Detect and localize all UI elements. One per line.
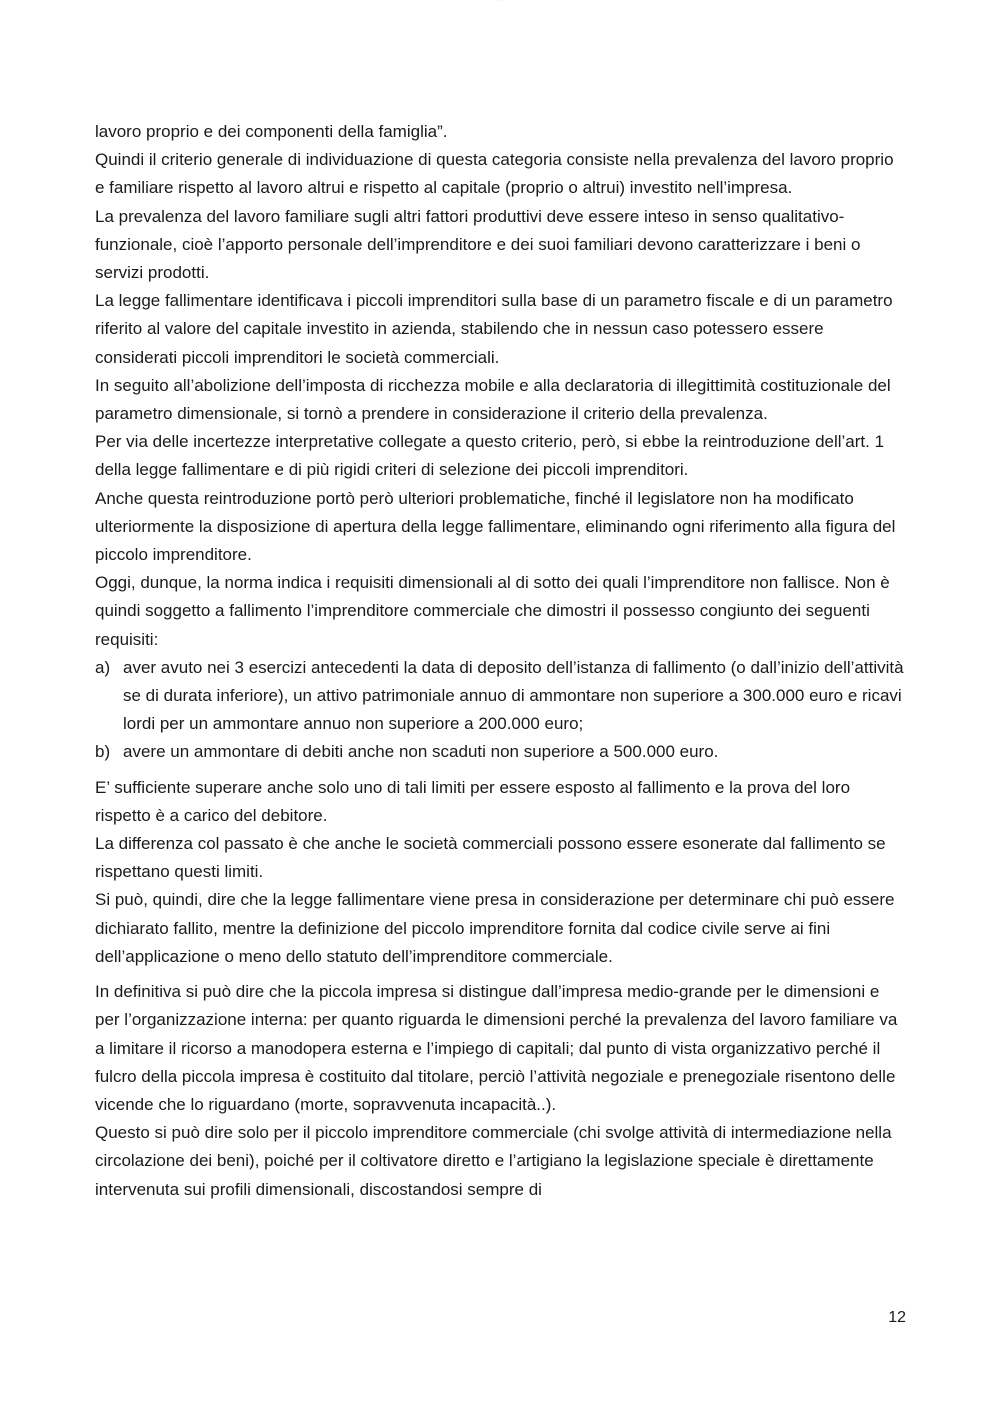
paragraph: Questo si può dire solo per il piccolo imprenditore commerciale (chi svolge attività di intermediazione nella circolazione dei beni), poiché per il coltivatore diretto e l’artigiano la legislazione speciale è direttamente intervenuta sui profili dimensionali, discostandosi sempre di: [95, 1123, 892, 1199]
paragraph: Oggi, dunque, la norma indica i requisiti dimensionali al di sotto dei quali l’imprenditore non fallisce. Non è quindi soggetto a fallimento l’imprenditore commerciale che dimostri il possesso congiunto dei seguenti requisiti:: [95, 573, 890, 649]
paragraph: In seguito all’abolizione dell’imposta di ricchezza mobile e alla declaratoria di illegittimità costituzionale del parametro dimensionale, si tornò a prendere in considerazione il criterio della prevalenza.: [95, 375, 891, 424]
paragraph: Si può, quindi, dire che la legge fallimentare viene presa in considerazione per determinare chi può essere dichiarato fallito, mentre la definizione del piccolo imprenditore fornita dal codice civile serve ai fini dell’applicazione o meno dello statuto dell’imprenditore commerciale.: [95, 890, 895, 966]
list-item: [95, 738, 907, 766]
paragraph: Anche questa reintroduzione portò però ulteriori problematiche, finché il legislatore non ha modificato ulteriormente la disposizione di apertura della legge fallimentare, eliminando ogni riferimento alla figura del piccolo imprenditore.: [95, 488, 896, 565]
requirements-list: [95, 654, 907, 767]
paragraph: La differenza col passato è che anche le società commerciali possono essere esonerate dal fallimento se rispettano questi limiti.: [95, 834, 886, 882]
list-item: [95, 654, 907, 739]
paragraph: Per via delle incertezze interpretative collegate a questo criterio, però, si ebbe la reintroduzione dell’art. 1 della legge fallimentare e di più rigidi criteri di selezione dei piccoli imprenditori.: [95, 432, 885, 480]
header-mark: ..........: [497, 0, 503, 2]
paragraph: lavoro proprio e dei componenti della famiglia”.: [95, 122, 448, 141]
list-marker: a): [95, 657, 111, 677]
page-number: 12: [888, 1309, 906, 1326]
paragraph: La legge fallimentare identificava i piccoli imprenditori sulla base di un parametro fiscale e di un parametro riferito al valore del capitale investito in azienda, stabilendo che in nessun caso potessero essere considerati piccoli imprenditori le società commerciali.: [95, 291, 893, 367]
paragraph: In definitiva si può dire che la piccola impresa si distingue dall’impresa medio-grande per le dimensioni e per l’organizzazione interna: per quanto riguarda le dimensioni perché la prevalenza del lavoro familiare va a limitare il ricorso a manodopera esterna e l’impiego di capitali; dal punto di vista organizzativo perché il fulcro della piccola impresa è costituito dal titolare, perciò l’attività negoziale e prenegoziale risentono delle vicende che lo riguardano (morte, sopravvenuta incapacità..).: [95, 982, 898, 1114]
paragraph: Quindi il criterio generale di individuazione di questa categoria consiste nella prevalenza del lavoro proprio e familiare rispetto al lavoro altrui e rispetto al capitale (proprio o altrui) investito nell’impresa.: [95, 150, 894, 198]
paragraph: La prevalenza del lavoro familiare sugli altri fattori produttivi deve essere inteso in senso qualitativo-funzionale, cioè l’apporto personale dell’imprenditore e dei suoi familiari devono caratterizzare i beni o servizi prodotti.: [95, 206, 861, 283]
paragraph: E’ sufficiente superare anche solo uno di tali limiti per essere esposto al fallimento e la prova del loro rispetto è a carico del debitore.: [95, 777, 851, 825]
body-text: [95, 118, 907, 1204]
list-item-text: avere un ammontare di debiti anche non scaduti non superiore a 500.000 euro.: [123, 742, 719, 762]
list-item-text: aver avuto nei 3 esercizi antecedenti la data di deposito dell’istanza di fallimento (o dall’inizio dell’attività se di durata inferiore), un attivo patrimoniale annuo di ammontare non superiore a 300.000 euro e ricavi lordi per un ammontare annuo non superiore a 200.000 euro;: [123, 657, 904, 734]
list-marker: b): [95, 742, 111, 762]
